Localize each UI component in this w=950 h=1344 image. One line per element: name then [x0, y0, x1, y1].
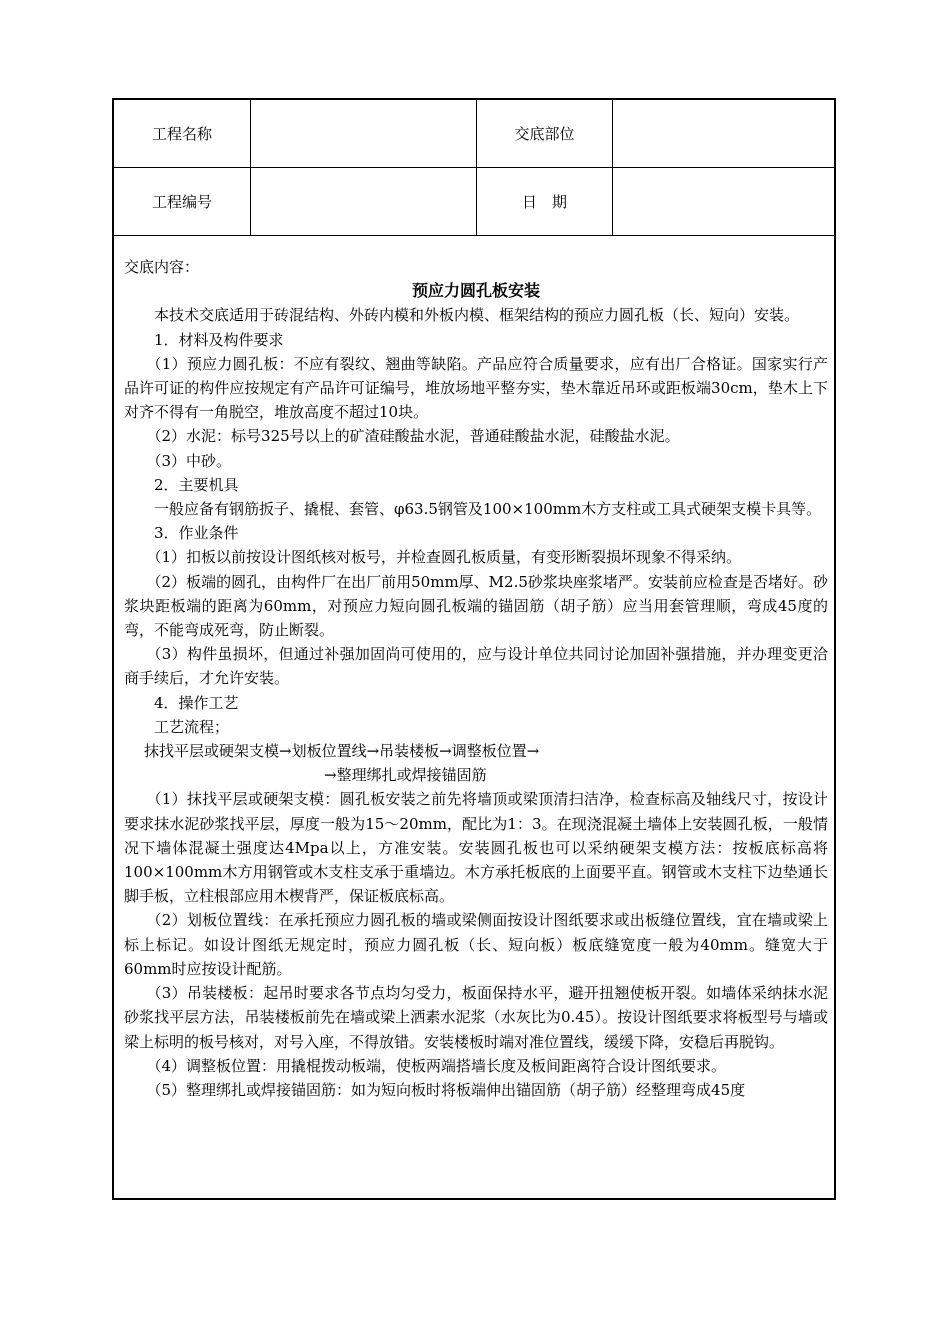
paragraph: （2）水泥：标号325号以上的矿渣硅酸盐水泥，普通硅酸盐水泥，硅酸盐水泥。: [146, 427, 680, 446]
paragraph: （4）调整板位置：用撬棍拨动板端，使板两端搭墙长度及板间距离符合设计图纸要求。: [146, 1056, 727, 1075]
disclosure-content: [124, 255, 828, 1102]
date-label: 日 期: [477, 168, 613, 235]
project-no-value[interactable]: [251, 168, 477, 235]
paragraph: （1）预应力圆孔板：不应有裂纹、翘曲等缺陷。产品应符合质量要求，应有出厂合格证。国家实行产品许可证的构件应按规定有产品许可证编号，堆放场地平整夯实，垫木靠近吊环或距板端30cm，垫木上下对齐不得有一角脱空，堆放高度不超过10块。: [124, 354, 828, 422]
paragraph: 本技术交底适用于砖混结构、外砖内模和外板内模、框架结构的预应力圆孔板（长、短向）安装。: [154, 306, 800, 325]
paragraph: （1）扣板以前按设计图纸核对板号，并检查圆孔板质量，有变形断裂损坏现象不得采纳。: [146, 548, 742, 567]
document-title: 预应力圆孔板安装: [411, 281, 540, 301]
section-heading: 4．操作工艺: [154, 693, 239, 712]
process-flow-line-2: →整理绑扎或焊接锚固筋: [324, 766, 487, 785]
paragraph: （2）划板位置线：在承托预应力圆孔板的墙或梁侧面按设计图纸要求或出板缝位置线，宜在墙或梁上标上标记。如设计图纸无规定时，预应力圆孔板（长、短向板）板底缝宽度一般为40mm。缝宽大于60mm时应按设计配筋。: [124, 911, 828, 978]
project-name-label: 工程名称: [114, 100, 251, 167]
paragraph: （3）中砂。: [146, 451, 232, 470]
project-no-label: 工程编号: [114, 168, 251, 235]
disclosure-form-table: [112, 98, 836, 1200]
section-heading: 2．主要机具: [154, 475, 239, 494]
paragraph: （1）抹找平层或硬架支模：圆孔板安装之前先将墙顶或梁顶清扫洁净，检查标高及轴线尺寸，按设计要求抹水泥砂浆找平层，厚度一般为15～20mm，配比为1：3。在现浇混凝土墙体上安装圆孔板，一般情况下墙体混凝土强度达4Mpa以上，方准安装。安装圆孔板也可以采纳硬架支模方法：按板底标高将100×100mm木方用钢管或木支柱支承于重墙边。木方承托板底的上面要平直。钢管或木支柱下边垫通长脚手板，立柱根部应用木楔背严，保证板底标高。: [124, 790, 828, 906]
intro-label: 交底内容：: [124, 258, 200, 276]
paragraph: 工艺流程；: [154, 717, 230, 736]
date-value[interactable]: [613, 168, 834, 235]
paragraph: （3）吊装楼板：起吊时要求各节点均匀受力，板面保持水平，避开扭翘使板开裂。如墙体采纳抹水泥砂浆找平层方法，吊装楼板前先在墙或梁上洒素水泥浆（水灰比为0.45）。按设计图纸要求将板型号与墙或梁上标明的板号核对，对号入座，不得放错。安装楼板时端对准位置线，缓缓下降，安稳后再脱钩。: [124, 984, 828, 1051]
process-flow-line-1: 抹找平层或硬架支模→划板位置线→吊装楼板→调整板位置→: [144, 742, 540, 761]
paragraph: （3）构件虽损坏，但通过补强加固尚可使用的，应与设计单位共同讨论加固补强措施，并办理变更洽商手续后，才允许安装。: [124, 645, 828, 688]
header-row-2: [114, 168, 834, 236]
location-value[interactable]: [613, 100, 834, 167]
project-name-value[interactable]: [251, 100, 477, 167]
header-row-1: [114, 100, 834, 168]
paragraph: （2）板端的圆孔，由构件厂在出厂前用50mm厚、M2.5砂浆块座浆堵严。安装前应检查是否堵好。砂浆块距板端的距离为60mm，对预应力短向圆孔板端的锚固筋（胡子筋）应当用套管理顺，弯成45度的弯，不能弯成死弯，防止断裂。: [124, 572, 828, 640]
paragraph: 一般应备有钢筋扳子、撬棍、套管、φ63.5钢管及100×100mm木方支柱或工具式硬架支模卡具等。: [154, 500, 822, 519]
section-heading: 1．材料及构件要求: [154, 330, 284, 349]
section-heading: 3．作业条件: [154, 524, 239, 543]
paragraph: （5）整理绑扎或焊接锚固筋：如为短向板时将板端伸出锚固筋（胡子筋）经整理弯成45度: [146, 1080, 746, 1099]
location-label: 交底部位: [477, 100, 613, 167]
